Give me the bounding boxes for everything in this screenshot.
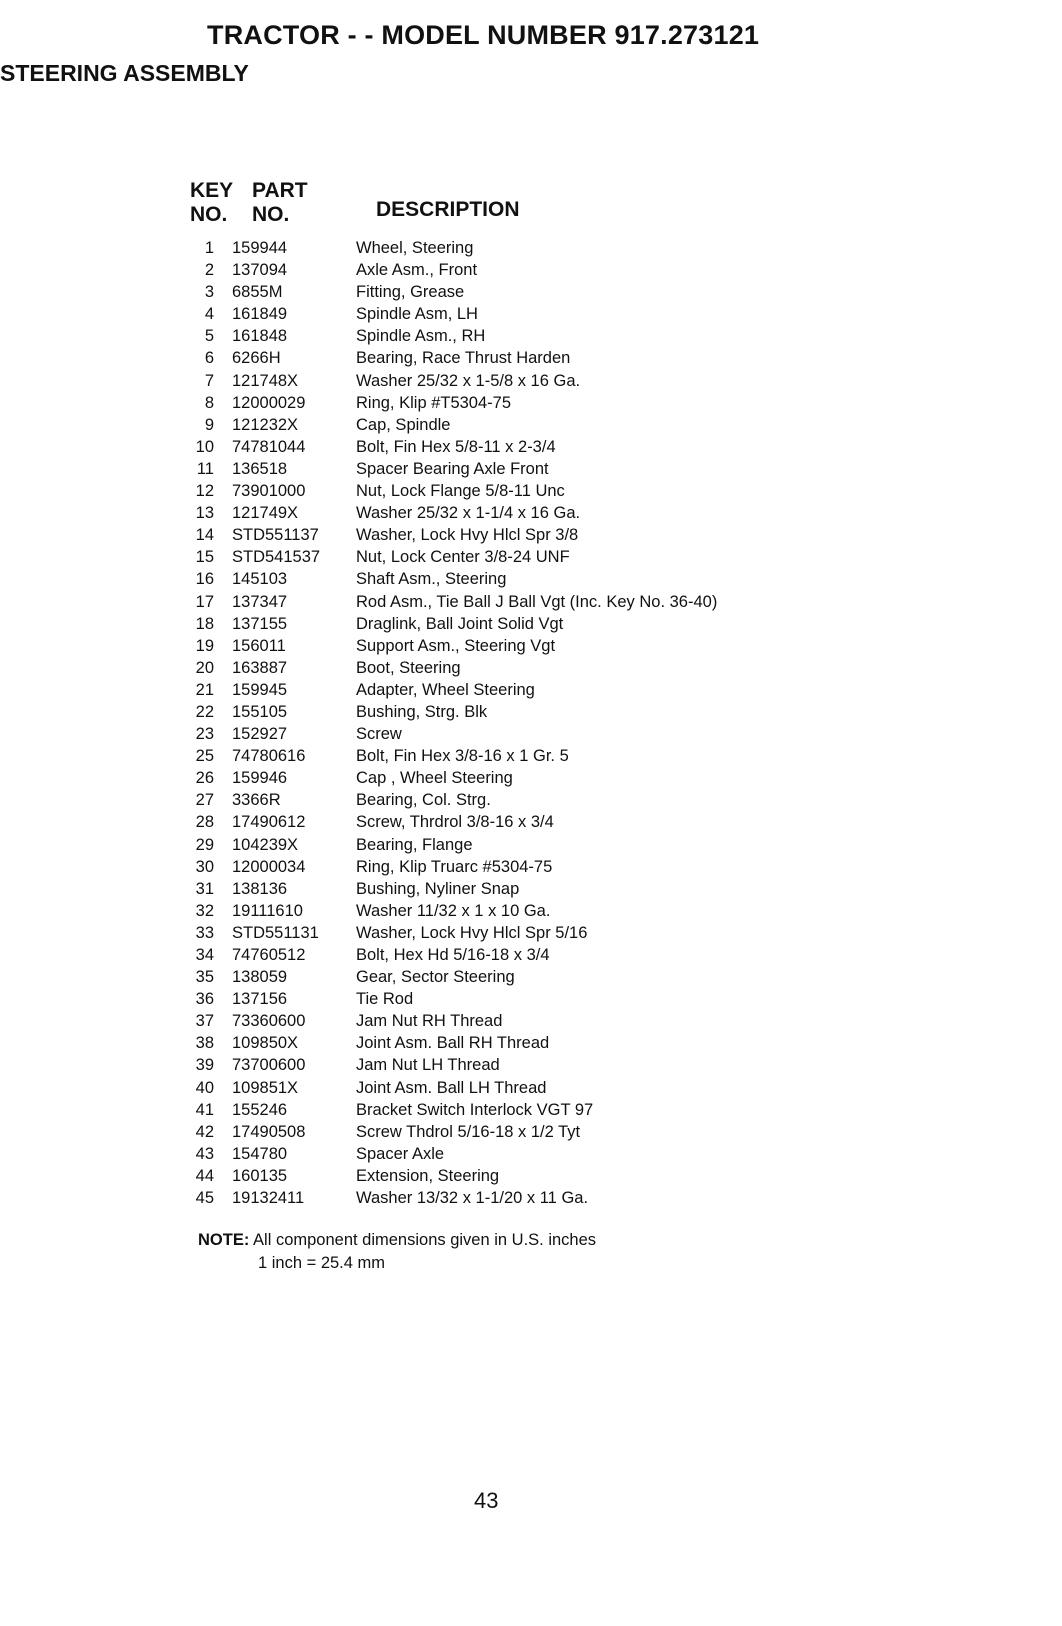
- parts-row: [186, 394, 826, 416]
- part-description: Screw Thdrol 5/16-18 x 1/2 Tyt: [356, 1122, 581, 1141]
- part-number: 137156: [232, 990, 288, 1009]
- key-number: 45: [195, 1189, 214, 1208]
- parts-row: [186, 681, 826, 703]
- part-description: Bearing, Race Thrust Harden: [356, 349, 571, 368]
- parts-row: [186, 946, 826, 968]
- parts-row: [186, 725, 826, 747]
- key-number: 31: [195, 879, 214, 898]
- column-header-part-line2: NO.: [252, 203, 290, 226]
- part-number: 155246: [232, 1100, 288, 1119]
- part-number: 163887: [232, 658, 288, 677]
- key-number: 19: [195, 636, 214, 655]
- key-number: 11: [196, 459, 214, 478]
- note-text: All component dimensions given in U.S. inches: [249, 1231, 597, 1249]
- key-number: 29: [195, 835, 214, 854]
- note-line1: [198, 1229, 596, 1252]
- parts-row: [186, 1056, 826, 1078]
- part-number: 137094: [232, 261, 288, 280]
- parts-row: [186, 968, 826, 990]
- part-number: 6855M: [232, 283, 283, 302]
- part-number: 121748X: [232, 371, 299, 390]
- parts-row: [186, 570, 826, 592]
- key-number: 8: [204, 393, 214, 412]
- parts-row: [186, 659, 826, 681]
- parts-row: [186, 438, 826, 460]
- part-description: Washer 25/32 x 1-1/4 x 16 Ga.: [356, 504, 581, 523]
- key-number: 42: [195, 1122, 214, 1141]
- part-description: Fitting, Grease: [356, 283, 465, 302]
- key-number: 16: [195, 570, 214, 589]
- part-description: Spacer Axle: [356, 1144, 445, 1163]
- part-number: 137347: [232, 592, 288, 611]
- parts-row: [186, 836, 826, 858]
- part-number: 73700600: [232, 1056, 306, 1075]
- key-number: 7: [204, 371, 214, 390]
- parts-row: [186, 504, 826, 526]
- part-description: Bushing, Nyliner Snap: [356, 879, 520, 898]
- part-number: 136518: [232, 459, 288, 478]
- parts-row: [186, 261, 826, 283]
- parts-row: [186, 548, 826, 570]
- parts-row: [186, 305, 826, 327]
- column-header-part-no: [252, 179, 308, 227]
- key-number: 36: [195, 990, 214, 1009]
- part-description: Adapter, Wheel Steering: [356, 680, 535, 699]
- part-description: Washer 11/32 x 1 x 10 Ga.: [356, 901, 551, 920]
- key-number: 3: [204, 283, 214, 302]
- part-number: 121749X: [232, 504, 299, 523]
- part-description: Washer, Lock Hvy Hlcl Spr 3/8: [356, 526, 579, 545]
- key-number: 37: [195, 1012, 214, 1031]
- key-number: 13: [195, 504, 214, 523]
- part-number: 152927: [232, 725, 288, 744]
- note-line2: 1 inch = 25.4 mm: [258, 1254, 386, 1272]
- part-description: Support Asm., Steering Vgt: [356, 636, 556, 655]
- key-number: 20: [195, 658, 214, 677]
- key-number: 33: [195, 923, 214, 942]
- key-number: 15: [195, 548, 214, 567]
- parts-row: [186, 1012, 826, 1034]
- key-number: 32: [195, 901, 214, 920]
- key-number: 44: [195, 1166, 214, 1185]
- part-number: 161848: [232, 327, 288, 346]
- key-number: 22: [195, 702, 214, 721]
- key-number: 17: [195, 592, 214, 611]
- key-number: 23: [195, 725, 214, 744]
- column-header-part-line1: PART: [252, 179, 308, 202]
- parts-row: [186, 703, 826, 725]
- parts-row: [186, 1167, 826, 1189]
- part-description: Ring, Klip #T5304-75: [356, 393, 512, 412]
- part-number: 17490508: [232, 1122, 306, 1141]
- part-number: 19132411: [232, 1189, 305, 1208]
- parts-row: [186, 880, 826, 902]
- part-number: 109851X: [232, 1078, 299, 1097]
- part-number: 137155: [232, 614, 288, 633]
- key-number: 2: [204, 261, 214, 280]
- note: [198, 1229, 596, 1275]
- part-number: 160135: [232, 1166, 288, 1185]
- key-number: 35: [195, 968, 214, 987]
- part-number: 3366R: [232, 791, 281, 810]
- part-number: 161849: [232, 305, 288, 324]
- page-title: TRACTOR - - MODEL NUMBER 917.273121: [207, 20, 760, 50]
- part-number: 138059: [232, 968, 288, 987]
- part-number: 159944: [232, 239, 288, 257]
- part-number: 121232X: [232, 415, 299, 434]
- key-number: 10: [195, 437, 214, 456]
- part-description: Joint Asm. Ball LH Thread: [356, 1078, 547, 1097]
- parts-row: [186, 349, 826, 371]
- parts-row: [186, 1123, 826, 1145]
- column-header-description: DESCRIPTION: [376, 198, 520, 221]
- key-number: 38: [195, 1034, 214, 1053]
- parts-row: [186, 924, 826, 946]
- parts-row: [186, 1079, 826, 1101]
- key-number: 34: [195, 946, 214, 964]
- part-description: Bearing, Flange: [356, 835, 473, 854]
- key-number: 30: [195, 857, 214, 876]
- part-number: 104239X: [232, 835, 299, 854]
- part-number: 6266H: [232, 349, 281, 368]
- part-description: Wheel, Steering: [356, 239, 474, 257]
- part-number: 12000029: [232, 393, 306, 412]
- part-number: STD541537: [232, 548, 321, 567]
- key-number: 39: [195, 1056, 214, 1075]
- part-number: 19111610: [232, 901, 303, 920]
- part-description: Spindle Asm., RH: [356, 327, 486, 346]
- part-description: Bushing, Strg. Blk: [356, 702, 488, 721]
- part-number: STD551137: [232, 526, 319, 545]
- parts-list: [186, 239, 826, 1211]
- key-number: 5: [204, 327, 214, 346]
- parts-row: [186, 1145, 826, 1167]
- key-number: 6: [204, 349, 214, 368]
- part-number: 12000034: [232, 857, 306, 876]
- part-description: Cap , Wheel Steering: [356, 769, 513, 788]
- part-description: Jam Nut LH Thread: [356, 1056, 500, 1075]
- part-number: 156011: [232, 636, 286, 655]
- parts-row: [186, 791, 826, 813]
- column-header-key-line1: KEY: [190, 179, 234, 202]
- parts-row: [186, 990, 826, 1012]
- parts-row: [186, 902, 826, 924]
- part-number: 74760512: [232, 946, 306, 964]
- parts-row: [186, 1189, 826, 1211]
- part-description: Nut, Lock Flange 5/8-11 Unc: [356, 482, 565, 501]
- part-number: 145103: [232, 570, 288, 589]
- key-number: 18: [195, 614, 214, 633]
- key-number: 41: [195, 1100, 214, 1119]
- part-description: Bracket Switch Interlock VGT 97: [356, 1100, 594, 1119]
- part-description: Nut, Lock Center 3/8-24 UNF: [356, 548, 570, 567]
- part-description: Draglink, Ball Joint Solid Vgt: [356, 614, 564, 633]
- parts-row: [186, 813, 826, 835]
- part-description: Ring, Klip Truarc #5304-75: [356, 857, 553, 876]
- part-number: 159946: [232, 769, 288, 788]
- part-description: Axle Asm., Front: [356, 261, 478, 280]
- part-description: Cap, Spindle: [356, 415, 451, 434]
- key-number: 25: [195, 747, 214, 766]
- parts-row: [186, 239, 826, 261]
- part-description: Screw: [356, 725, 402, 744]
- part-description: Bolt, Fin Hex 5/8-11 x 2-3/4: [356, 437, 556, 456]
- part-number: 159945: [232, 680, 288, 699]
- key-number: 12: [195, 482, 214, 501]
- part-description: Bolt, Hex Hd 5/16-18 x 3/4: [356, 946, 550, 964]
- part-description: Joint Asm. Ball RH Thread: [356, 1034, 550, 1053]
- part-description: Rod Asm., Tie Ball J Ball Vgt (Inc. Key No. 36-40): [356, 592, 718, 611]
- column-header-key-no: [190, 179, 233, 227]
- parts-row: [186, 416, 826, 438]
- part-description: Shaft Asm., Steering: [356, 570, 507, 589]
- parts-row: [186, 637, 826, 659]
- key-number: 9: [204, 415, 214, 434]
- parts-row: [186, 1101, 826, 1123]
- key-number: 43: [195, 1144, 214, 1163]
- key-number: 4: [204, 305, 214, 324]
- parts-row: [186, 858, 826, 880]
- part-number: 74781044: [232, 437, 306, 456]
- part-description: Washer, Lock Hvy Hlcl Spr 5/16: [356, 923, 588, 942]
- part-description: Screw, Thrdrol 3/8-16 x 3/4: [356, 813, 554, 832]
- part-description: Washer 25/32 x 1-5/8 x 16 Ga.: [356, 371, 581, 390]
- part-number: 138136: [232, 879, 288, 898]
- part-number: 155105: [232, 702, 288, 721]
- part-description: Gear, Sector Steering: [356, 968, 515, 987]
- parts-row: [186, 769, 826, 791]
- part-description: Boot, Steering: [356, 658, 461, 677]
- key-number: 28: [195, 813, 214, 832]
- part-description: Bolt, Fin Hex 3/8-16 x 1 Gr. 5: [356, 747, 569, 766]
- parts-row: [186, 526, 826, 548]
- parts-row: [186, 327, 826, 349]
- part-description: Spindle Asm, LH: [356, 305, 478, 324]
- parts-row: [186, 372, 826, 394]
- key-number: 14: [195, 526, 214, 545]
- key-number: 27: [195, 791, 214, 810]
- part-number: 74780616: [232, 747, 306, 766]
- parts-row: [186, 747, 826, 769]
- key-number: 1: [204, 239, 214, 257]
- part-description: Jam Nut RH Thread: [356, 1012, 503, 1031]
- parts-row: [186, 593, 826, 615]
- part-number: STD551131: [232, 923, 319, 942]
- part-description: Tie Rod: [356, 990, 414, 1009]
- part-number: 17490612: [232, 813, 306, 832]
- parts-row: [186, 615, 826, 637]
- part-description: Washer 13/32 x 1-1/20 x 11 Ga.: [356, 1189, 589, 1208]
- part-description: Spacer Bearing Axle Front: [356, 459, 549, 478]
- note-label: NOTE:: [198, 1231, 250, 1249]
- key-number: 26: [195, 769, 214, 788]
- part-description: Bearing, Col. Strg.: [356, 791, 491, 810]
- part-number: 73901000: [232, 482, 306, 501]
- part-number: 154780: [232, 1144, 288, 1163]
- parts-row: [186, 283, 826, 305]
- part-number: 109850X: [232, 1034, 299, 1053]
- column-header-key-line2: NO.: [190, 203, 228, 226]
- part-number: 73360600: [232, 1012, 306, 1031]
- section-title: STEERING ASSEMBLY: [0, 60, 249, 86]
- parts-row: [186, 1034, 826, 1056]
- page-number: 43: [474, 1488, 499, 1513]
- key-number: 40: [195, 1078, 214, 1097]
- key-number: 21: [195, 680, 214, 699]
- part-description: Extension, Steering: [356, 1166, 500, 1185]
- parts-row: [186, 482, 826, 504]
- parts-row: [186, 460, 826, 482]
